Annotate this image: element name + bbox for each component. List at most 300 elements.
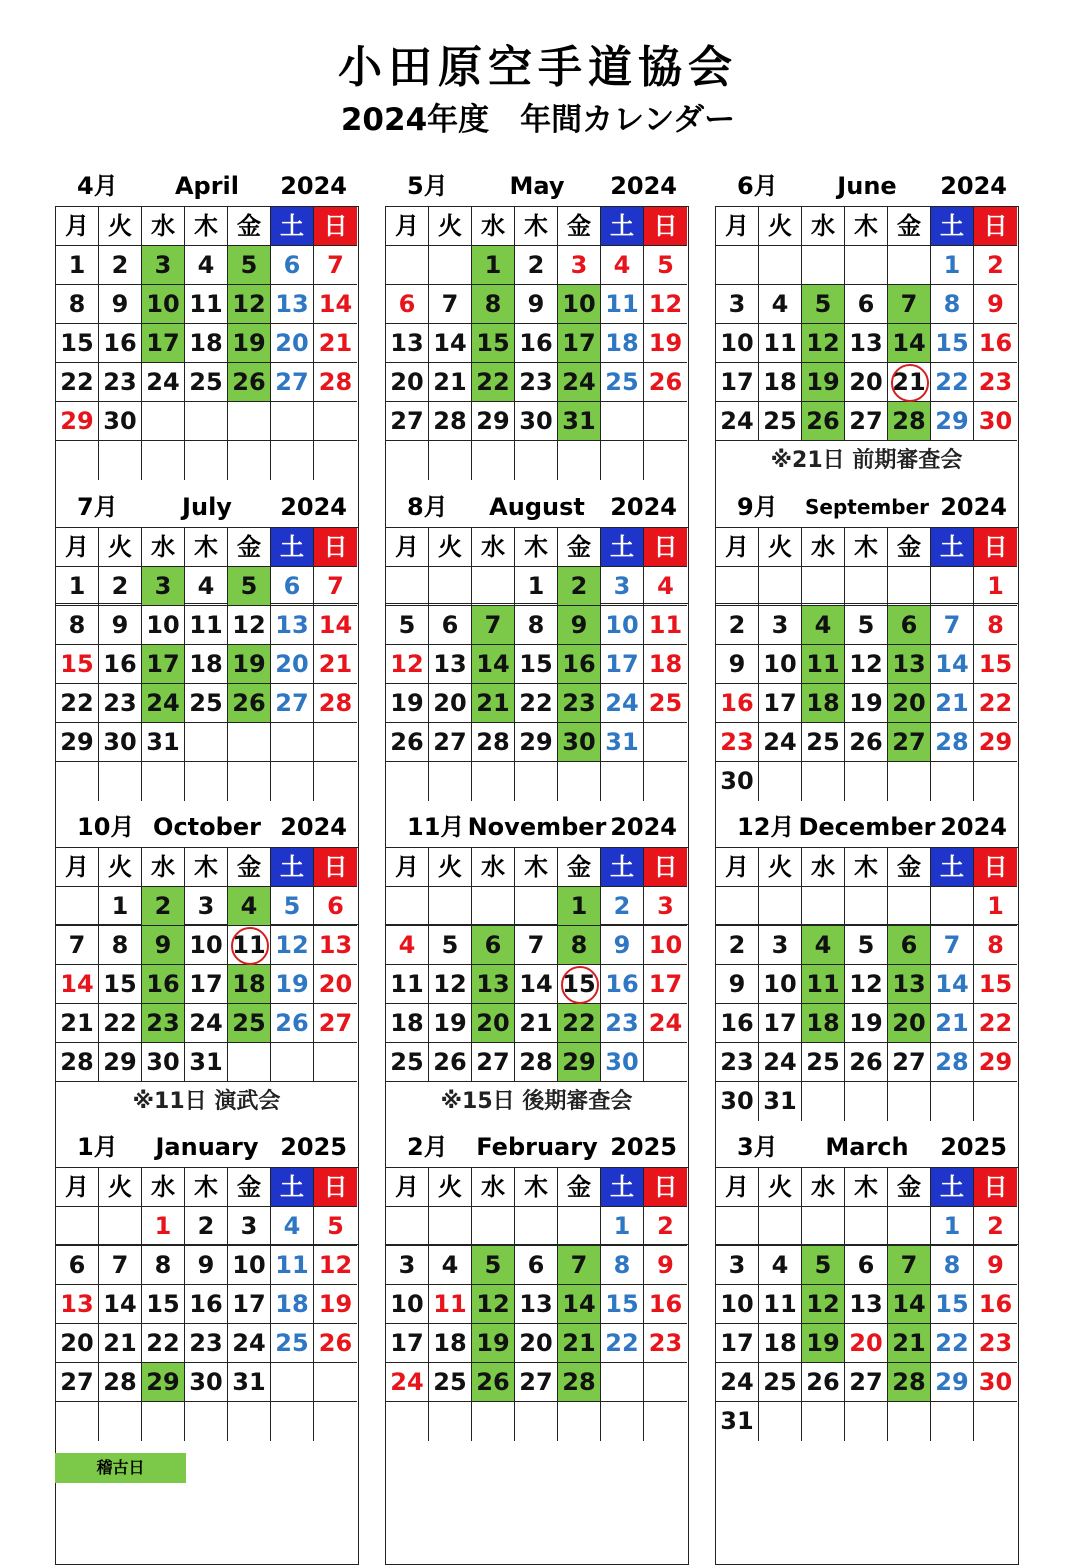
day-cell: 13	[386, 324, 429, 363]
day-cell: 22	[931, 363, 974, 402]
month-header	[55, 1127, 359, 1167]
day-cell: 2	[716, 606, 759, 645]
week-row	[56, 363, 357, 402]
day-cell: 27	[472, 1043, 515, 1082]
day-cell: 14	[515, 965, 558, 1004]
weekday-header: 日	[974, 848, 1017, 887]
day-cell: 18	[429, 1324, 472, 1363]
week-row	[716, 1004, 1017, 1043]
day-cell: 23	[601, 1004, 644, 1043]
day-cell: 10	[716, 324, 759, 363]
day-cell: 8	[515, 606, 558, 645]
month-header	[715, 807, 1019, 847]
day-cell: 14	[99, 1285, 142, 1324]
weekday-header: 水	[142, 848, 185, 887]
month-calendar	[55, 1127, 359, 1565]
empty-cell	[845, 567, 888, 606]
week-row	[716, 324, 1017, 363]
weekday-header: 土	[271, 207, 314, 246]
month-year: 2024	[940, 493, 1007, 521]
week-row	[386, 441, 687, 480]
weekday-header: 火	[99, 1168, 142, 1207]
weekday-header: 水	[802, 207, 845, 246]
week-row	[386, 1043, 687, 1082]
empty-cell	[228, 441, 271, 480]
day-cell: 2	[99, 246, 142, 285]
weekday-header: 木	[515, 1168, 558, 1207]
day-cell: 17	[759, 1004, 802, 1043]
week-row	[716, 684, 1017, 723]
empty-cell	[386, 567, 429, 606]
day-cell: 26	[228, 363, 271, 402]
month-jp: 3月	[737, 1133, 778, 1161]
day-cell: 1	[142, 1207, 185, 1246]
day-cell: 22	[974, 684, 1017, 723]
empty-cell	[56, 1402, 99, 1441]
month-calendar	[385, 1127, 689, 1565]
day-cell: 18	[601, 324, 644, 363]
week-row	[716, 926, 1017, 965]
day-cell: 9	[185, 1246, 228, 1285]
day-cell: 21	[931, 684, 974, 723]
day-cell: 26	[802, 402, 845, 441]
day-cell: 4	[601, 246, 644, 285]
day-cell: 6	[56, 1246, 99, 1285]
day-cell: 1	[99, 887, 142, 926]
empty-cell	[644, 762, 687, 801]
day-cell: 26	[845, 723, 888, 762]
day-cell: 11	[271, 1246, 314, 1285]
weekday-header-row	[716, 848, 1017, 887]
week-row	[716, 887, 1017, 926]
day-cell: 30	[558, 723, 601, 762]
weekday-header: 土	[931, 1168, 974, 1207]
weekday-header: 月	[386, 848, 429, 887]
day-cell: 4	[185, 567, 228, 606]
day-cell: 17	[142, 324, 185, 363]
day-cell: 5	[228, 567, 271, 606]
month-jp: 10月	[77, 813, 135, 841]
day-cell: 3	[185, 887, 228, 926]
day-cell: 4	[185, 246, 228, 285]
legend-practice-day: 稽古日	[55, 1453, 186, 1483]
day-cell: 8	[601, 1246, 644, 1285]
empty-cell	[314, 1043, 357, 1082]
day-cell: 8	[558, 926, 601, 965]
day-cell: 14	[888, 324, 931, 363]
day-cell: 13	[314, 926, 357, 965]
day-cell: 2	[99, 567, 142, 606]
day-cell: 17	[228, 1285, 271, 1324]
day-cell: 30	[515, 402, 558, 441]
day-cell: 19	[644, 324, 687, 363]
weekday-header-row	[56, 207, 357, 246]
week-row	[386, 246, 687, 285]
day-cell: 26	[845, 1043, 888, 1082]
empty-cell	[271, 762, 314, 801]
day-cell: 6	[314, 887, 357, 926]
day-cell: 17	[644, 965, 687, 1004]
day-cell: 14	[931, 645, 974, 684]
empty-cell	[759, 246, 802, 285]
empty-cell	[888, 246, 931, 285]
day-cell: 12	[644, 285, 687, 324]
empty-cell	[845, 1402, 888, 1441]
day-cell: 15	[974, 645, 1017, 684]
day-cell: 10	[185, 926, 228, 965]
empty-cell	[716, 1207, 759, 1246]
day-cell: 20	[271, 324, 314, 363]
day-cell: 1	[558, 887, 601, 926]
empty-cell	[515, 1207, 558, 1246]
weekday-header: 木	[515, 528, 558, 567]
day-cell: 4	[271, 1207, 314, 1246]
weekday-header: 金	[228, 848, 271, 887]
week-row	[716, 645, 1017, 684]
empty-cell	[759, 762, 802, 801]
day-cell: 23	[716, 723, 759, 762]
week-row	[56, 965, 357, 1004]
weekday-header: 金	[888, 1168, 931, 1207]
day-cell: 20	[888, 684, 931, 723]
day-cell: 13	[472, 965, 515, 1004]
day-cell: 3	[386, 1246, 429, 1285]
weekday-header: 月	[386, 207, 429, 246]
day-cell: 8	[142, 1246, 185, 1285]
day-cell: 6	[845, 1246, 888, 1285]
week-row	[56, 1004, 357, 1043]
empty-cell	[429, 441, 472, 480]
day-cell: 29	[931, 402, 974, 441]
day-cell: 25	[802, 1043, 845, 1082]
weekday-header: 土	[931, 528, 974, 567]
week-row	[386, 965, 687, 1004]
day-cell: 24	[759, 1043, 802, 1082]
day-cell: 17	[759, 684, 802, 723]
week-row	[56, 441, 357, 480]
day-cell: 10	[142, 606, 185, 645]
month-header	[55, 807, 359, 847]
day-cell: 6	[271, 246, 314, 285]
empty-cell	[644, 1402, 687, 1441]
weekday-header: 火	[759, 207, 802, 246]
day-cell: 28	[888, 1363, 931, 1402]
empty-cell	[429, 887, 472, 926]
day-cell: 16	[644, 1285, 687, 1324]
week-row	[716, 1082, 1017, 1121]
empty-cell	[99, 762, 142, 801]
day-cell: 9	[644, 1246, 687, 1285]
empty-cell	[759, 1402, 802, 1441]
day-cell: 28	[472, 723, 515, 762]
day-cell: 31	[601, 723, 644, 762]
day-cell: 28	[429, 402, 472, 441]
month-header	[55, 166, 359, 206]
weekday-header: 土	[931, 207, 974, 246]
day-cell: 10	[644, 926, 687, 965]
month-table	[715, 1167, 1019, 1565]
day-cell: 1	[601, 1207, 644, 1246]
day-cell: 29	[472, 402, 515, 441]
week-row	[716, 762, 1017, 801]
empty-cell	[472, 567, 515, 606]
day-cell: 25	[601, 363, 644, 402]
month-jp: 11月	[407, 813, 465, 841]
day-cell: 30	[974, 1363, 1017, 1402]
day-cell: 13	[845, 324, 888, 363]
day-cell: 18	[644, 645, 687, 684]
day-cell: 14	[472, 645, 515, 684]
weekday-header: 火	[99, 848, 142, 887]
month-jp: 2月	[407, 1133, 448, 1161]
week-row	[716, 1363, 1017, 1402]
calendar-subtitle: 2024年度 年間カレンダー	[340, 102, 736, 138]
week-row	[56, 1324, 357, 1363]
month-year: 2024	[280, 813, 347, 841]
week-row	[56, 1207, 357, 1246]
day-cell: 27	[271, 684, 314, 723]
weekday-header: 木	[185, 1168, 228, 1207]
day-cell: 6	[888, 606, 931, 645]
day-cell: 12	[429, 965, 472, 1004]
day-cell: 5	[472, 1246, 515, 1285]
day-cell: 10	[759, 965, 802, 1004]
empty-cell	[759, 1207, 802, 1246]
day-cell: 9	[716, 645, 759, 684]
weekday-header: 月	[56, 848, 99, 887]
day-cell: 10	[558, 285, 601, 324]
empty-cell	[931, 1402, 974, 1441]
weekday-header: 日	[974, 1168, 1017, 1207]
empty-cell	[601, 1363, 644, 1402]
day-cell: 6	[515, 1246, 558, 1285]
day-cell: 20	[386, 363, 429, 402]
day-cell: 31	[716, 1402, 759, 1441]
day-cell: 7	[99, 1246, 142, 1285]
week-row	[56, 402, 357, 441]
day-cell: 2	[974, 1207, 1017, 1246]
weekday-header: 月	[386, 528, 429, 567]
weekday-header: 月	[716, 1168, 759, 1207]
day-cell: 12	[228, 285, 271, 324]
day-cell: 30	[99, 723, 142, 762]
weekday-header: 火	[759, 1168, 802, 1207]
day-cell: 29	[974, 723, 1017, 762]
day-cell: 23	[515, 363, 558, 402]
week-row	[386, 1207, 687, 1246]
empty-cell	[142, 441, 185, 480]
empty-cell	[314, 1402, 357, 1441]
day-cell: 21	[314, 324, 357, 363]
empty-cell	[644, 441, 687, 480]
day-cell: 18	[802, 684, 845, 723]
week-row	[386, 926, 687, 965]
day-cell: 13	[429, 645, 472, 684]
weekday-header: 水	[472, 207, 515, 246]
day-cell: 21	[888, 1324, 931, 1363]
week-row	[716, 567, 1017, 606]
empty-cell	[228, 1043, 271, 1082]
day-cell: 22	[56, 684, 99, 723]
empty-cell	[386, 246, 429, 285]
day-cell: 16	[558, 645, 601, 684]
week-row	[386, 1363, 687, 1402]
weekday-header: 木	[185, 207, 228, 246]
month-header	[55, 487, 359, 527]
empty-cell	[802, 1207, 845, 1246]
day-cell: 15	[99, 965, 142, 1004]
day-cell: 13	[271, 606, 314, 645]
day-cell: 21	[429, 363, 472, 402]
month-year: 2024	[280, 493, 347, 521]
day-cell: 25	[228, 1004, 271, 1043]
empty-cell	[99, 1207, 142, 1246]
day-cell: 14	[314, 606, 357, 645]
day-cell: 25	[185, 363, 228, 402]
day-cell: 17	[716, 1324, 759, 1363]
empty-cell	[56, 762, 99, 801]
day-cell: 31	[228, 1363, 271, 1402]
day-cell: 4	[429, 1246, 472, 1285]
day-cell: 12	[802, 324, 845, 363]
month-year: 2024	[610, 172, 677, 200]
week-row	[716, 1043, 1017, 1082]
day-cell: 12	[386, 645, 429, 684]
week-row	[386, 1082, 687, 1121]
month-header	[385, 166, 689, 206]
day-cell: 19	[228, 324, 271, 363]
week-row	[56, 1402, 357, 1441]
day-cell: 4	[802, 926, 845, 965]
month-jp: 5月	[407, 172, 448, 200]
empty-cell	[56, 441, 99, 480]
day-cell: 22	[515, 684, 558, 723]
empty-cell	[644, 1043, 687, 1082]
day-cell: 25	[185, 684, 228, 723]
day-cell: 15	[974, 965, 1017, 1004]
day-cell: 15	[56, 645, 99, 684]
empty-cell	[931, 887, 974, 926]
empty-cell	[228, 762, 271, 801]
empty-cell	[228, 1402, 271, 1441]
day-cell: 11	[759, 324, 802, 363]
empty-cell	[271, 723, 314, 762]
weekday-header: 水	[472, 528, 515, 567]
day-cell: 3	[228, 1207, 271, 1246]
day-cell: 12	[314, 1246, 357, 1285]
empty-cell	[845, 246, 888, 285]
day-cell: 16	[601, 965, 644, 1004]
day-cell: 6	[845, 285, 888, 324]
day-cell: 8	[472, 285, 515, 324]
empty-cell	[386, 1402, 429, 1441]
day-cell: 17	[142, 645, 185, 684]
day-cell: 10	[386, 1285, 429, 1324]
weekday-header: 木	[845, 528, 888, 567]
day-cell: 8	[974, 926, 1017, 965]
day-cell: 22	[601, 1324, 644, 1363]
week-row	[56, 567, 357, 606]
day-cell: 11	[185, 606, 228, 645]
day-cell: 22	[142, 1324, 185, 1363]
day-cell: 24	[142, 684, 185, 723]
weekday-header: 土	[601, 207, 644, 246]
day-cell: 20	[845, 363, 888, 402]
week-row	[56, 926, 357, 965]
day-cell: 28	[515, 1043, 558, 1082]
day-cell: 27	[314, 1004, 357, 1043]
day-cell: 29	[99, 1043, 142, 1082]
month-en: July	[182, 493, 232, 521]
day-cell: 15	[142, 1285, 185, 1324]
day-cell: 3	[716, 1246, 759, 1285]
day-cell: 28	[931, 1043, 974, 1082]
weekday-header: 火	[759, 848, 802, 887]
event-note: ※15日 後期審査会	[440, 1089, 633, 1114]
day-cell: 3	[601, 567, 644, 606]
day-cell: 3	[716, 285, 759, 324]
month-header	[385, 487, 689, 527]
week-row	[56, 645, 357, 684]
day-cell: 23	[644, 1324, 687, 1363]
day-cell: 24	[716, 402, 759, 441]
month-en: August	[489, 493, 585, 521]
empty-cell	[472, 1402, 515, 1441]
day-cell: 25	[759, 402, 802, 441]
day-cell: 22	[472, 363, 515, 402]
day-cell: 29	[56, 402, 99, 441]
empty-cell	[601, 441, 644, 480]
month-year: 2024	[610, 813, 677, 841]
day-cell: 30	[974, 402, 1017, 441]
weekday-header: 火	[429, 207, 472, 246]
month-year: 2024	[940, 813, 1007, 841]
day-cell: 29	[515, 723, 558, 762]
empty-cell	[185, 1402, 228, 1441]
empty-cell	[429, 567, 472, 606]
day-cell: 14	[314, 285, 357, 324]
empty-cell	[472, 762, 515, 801]
week-row	[386, 723, 687, 762]
empty-cell	[429, 246, 472, 285]
weekday-header: 金	[558, 528, 601, 567]
weekday-header: 日	[644, 1168, 687, 1207]
empty-cell	[888, 762, 931, 801]
weekday-header: 木	[185, 848, 228, 887]
weekday-header: 火	[429, 528, 472, 567]
empty-cell	[99, 1402, 142, 1441]
day-cell: 13	[845, 1285, 888, 1324]
empty-cell	[888, 1402, 931, 1441]
empty-cell	[802, 762, 845, 801]
week-row	[386, 1324, 687, 1363]
day-cell: 15	[56, 324, 99, 363]
day-cell: 5	[271, 887, 314, 926]
day-cell: 7	[56, 926, 99, 965]
empty-cell	[429, 1207, 472, 1246]
day-cell: 18	[185, 645, 228, 684]
day-cell: 18	[759, 1324, 802, 1363]
day-cell: 4	[759, 285, 802, 324]
day-cell: 13	[515, 1285, 558, 1324]
weekday-header: 水	[472, 1168, 515, 1207]
day-cell: 21	[558, 1324, 601, 1363]
day-cell: 7	[429, 285, 472, 324]
weekday-header: 木	[845, 207, 888, 246]
day-cell: 19	[228, 645, 271, 684]
weekday-header: 水	[802, 848, 845, 887]
empty-cell	[314, 441, 357, 480]
